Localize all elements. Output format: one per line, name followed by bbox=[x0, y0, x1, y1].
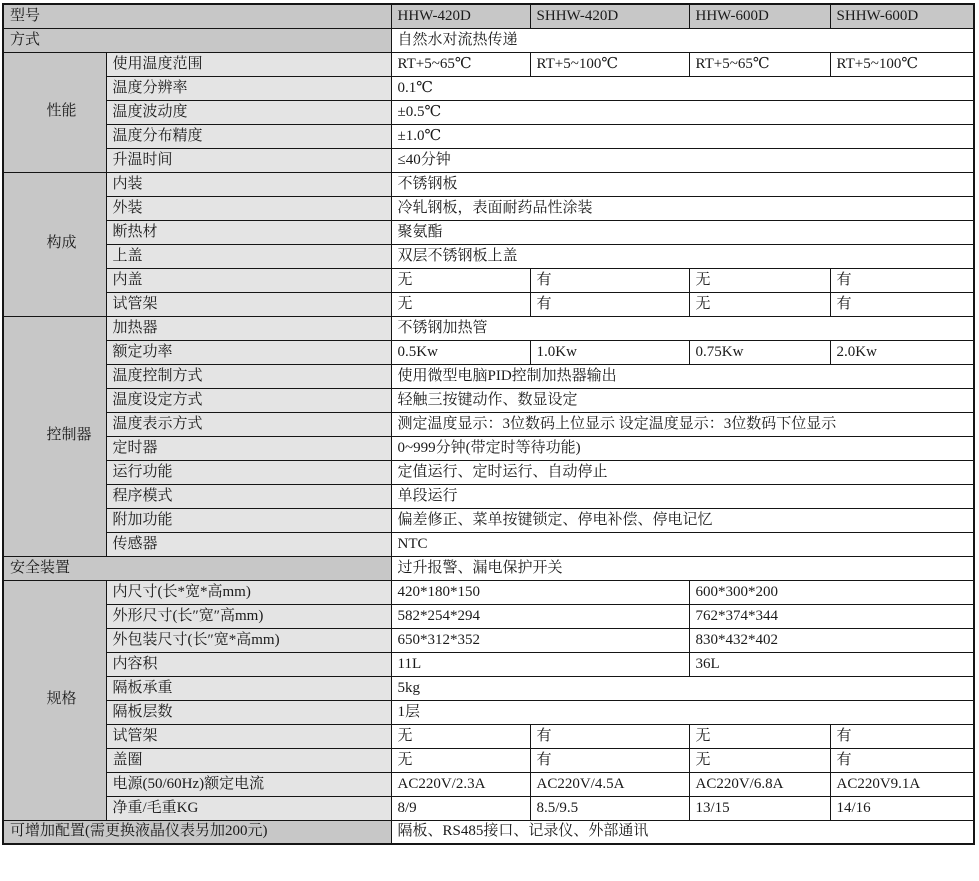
package-dims-600: 830*432*402 bbox=[689, 628, 974, 652]
exterior-value: 冷轧钢板，表面耐药品性涂装 bbox=[391, 196, 974, 220]
row-tube-rack-construction bbox=[3, 292, 974, 316]
row-options bbox=[3, 820, 974, 844]
temp-display-value: 测定温度显示：3位数码上位显示 设定温度显示：3位数码下位显示 bbox=[391, 412, 974, 436]
tube-rack-specs-label: 试管架 bbox=[106, 724, 391, 748]
model-name-3: HHW-600D bbox=[689, 4, 830, 28]
row-shelf-load bbox=[3, 676, 974, 700]
weight-3: 13/15 bbox=[689, 796, 830, 820]
row-weight bbox=[3, 796, 974, 820]
rated-power-3: 0.75Kw bbox=[689, 340, 830, 364]
model-name-1: HHW-420D bbox=[391, 4, 530, 28]
top-cover-value: 双层不锈钢板上盖 bbox=[391, 244, 974, 268]
tube-rack-specs-1: 无 bbox=[391, 724, 530, 748]
rated-power-label: 额定功率 bbox=[106, 340, 391, 364]
category-controller: 控制器 bbox=[3, 316, 106, 556]
row-rated-power bbox=[3, 340, 974, 364]
row-top-cover bbox=[3, 244, 974, 268]
weight-2: 8.5/9.5 bbox=[530, 796, 689, 820]
inner-dims-420: 420*180*150 bbox=[391, 580, 689, 604]
power-2: AC220V/4.5A bbox=[530, 772, 689, 796]
row-package-dims bbox=[3, 628, 974, 652]
run-functions-label: 运行功能 bbox=[106, 460, 391, 484]
outer-dims-600: 762*374*344 bbox=[689, 604, 974, 628]
shelf-load-value: 5kg bbox=[391, 676, 974, 700]
row-inner-dims bbox=[3, 580, 974, 604]
temp-setting-label: 温度设定方式 bbox=[106, 388, 391, 412]
interior-label: 内装 bbox=[106, 172, 391, 196]
model-name-4: SHHW-600D bbox=[830, 4, 974, 28]
heater-value: 不锈钢加热管 bbox=[391, 316, 974, 340]
interior-value: 不锈钢板 bbox=[391, 172, 974, 196]
inner-dims-label: 内尺寸(长*宽*高mm) bbox=[106, 580, 391, 604]
temp-range-4: RT+5~100℃ bbox=[830, 52, 974, 76]
category-construction: 构成 bbox=[3, 172, 106, 316]
row-heater bbox=[3, 316, 974, 340]
timer-label: 定时器 bbox=[106, 436, 391, 460]
temp-range-label: 使用温度范围 bbox=[106, 52, 391, 76]
row-exterior bbox=[3, 196, 974, 220]
run-functions-value: 定值运行、定时运行、自动停止 bbox=[391, 460, 974, 484]
weight-label: 净重/毛重KG bbox=[106, 796, 391, 820]
tube-rack-1: 无 bbox=[391, 292, 530, 316]
safety-label: 安全装置 bbox=[3, 556, 391, 580]
row-resolution bbox=[3, 76, 974, 100]
model-name-2: SHHW-420D bbox=[530, 4, 689, 28]
program-mode-label: 程序模式 bbox=[106, 484, 391, 508]
shelf-layers-label: 隔板层数 bbox=[106, 700, 391, 724]
uniformity-label: 温度分布精度 bbox=[106, 124, 391, 148]
tube-rack-3: 无 bbox=[689, 292, 830, 316]
lid-ring-label: 盖圈 bbox=[106, 748, 391, 772]
volume-600: 36L bbox=[689, 652, 974, 676]
inner-cover-2: 有 bbox=[530, 268, 689, 292]
row-fluctuation bbox=[3, 100, 974, 124]
row-insulation bbox=[3, 220, 974, 244]
extra-functions-value: 偏差修正、菜单按键锁定、停电补偿、停电记忆 bbox=[391, 508, 974, 532]
row-volume bbox=[3, 652, 974, 676]
tube-rack-4: 有 bbox=[830, 292, 974, 316]
method-label: 方式 bbox=[3, 28, 391, 52]
weight-4: 14/16 bbox=[830, 796, 974, 820]
tube-rack-label: 试管架 bbox=[106, 292, 391, 316]
row-model bbox=[3, 4, 974, 28]
insulation-value: 聚氨酯 bbox=[391, 220, 974, 244]
power-label: 电源(50/60Hz)额定电流 bbox=[106, 772, 391, 796]
sensor-value: NTC bbox=[391, 532, 974, 556]
uniformity-value: ±1.0℃ bbox=[391, 124, 974, 148]
volume-label: 内容积 bbox=[106, 652, 391, 676]
category-performance: 性能 bbox=[3, 52, 106, 172]
heatup-time-value: ≤40分钟 bbox=[391, 148, 974, 172]
exterior-label: 外装 bbox=[106, 196, 391, 220]
row-tube-rack-specs bbox=[3, 724, 974, 748]
category-specs: 规格 bbox=[3, 580, 106, 820]
rated-power-4: 2.0Kw bbox=[830, 340, 974, 364]
resolution-value: 0.1℃ bbox=[391, 76, 974, 100]
row-shelf-layers bbox=[3, 700, 974, 724]
insulation-label: 断热材 bbox=[106, 220, 391, 244]
outer-dims-label: 外形尺寸(长″宽″高mm) bbox=[106, 604, 391, 628]
spec-table bbox=[2, 3, 975, 845]
inner-cover-1: 无 bbox=[391, 268, 530, 292]
model-row-label: 型号 bbox=[3, 4, 391, 28]
lid-ring-2: 有 bbox=[530, 748, 689, 772]
temp-range-3: RT+5~65℃ bbox=[689, 52, 830, 76]
sensor-label: 传感器 bbox=[106, 532, 391, 556]
row-run-functions bbox=[3, 460, 974, 484]
rated-power-2: 1.0Kw bbox=[530, 340, 689, 364]
options-value: 隔板、RS485接口、记录仪、外部通讯 bbox=[391, 820, 974, 844]
row-lid-ring bbox=[3, 748, 974, 772]
weight-1: 8/9 bbox=[391, 796, 530, 820]
row-power bbox=[3, 772, 974, 796]
program-mode-value: 单段运行 bbox=[391, 484, 974, 508]
row-temp-display bbox=[3, 412, 974, 436]
package-dims-label: 外包装尺寸(长″宽*高mm) bbox=[106, 628, 391, 652]
rated-power-1: 0.5Kw bbox=[391, 340, 530, 364]
lid-ring-4: 有 bbox=[830, 748, 974, 772]
row-temp-setting bbox=[3, 388, 974, 412]
row-temp-range bbox=[3, 52, 974, 76]
power-1: AC220V/2.3A bbox=[391, 772, 530, 796]
method-value: 自然水对流热传递 bbox=[391, 28, 974, 52]
row-sensor bbox=[3, 532, 974, 556]
row-outer-dims bbox=[3, 604, 974, 628]
row-safety bbox=[3, 556, 974, 580]
temp-setting-value: 轻触三按键动作、数显设定 bbox=[391, 388, 974, 412]
row-extra-functions bbox=[3, 508, 974, 532]
temp-control-label: 温度控制方式 bbox=[106, 364, 391, 388]
tube-rack-specs-4: 有 bbox=[830, 724, 974, 748]
row-timer bbox=[3, 436, 974, 460]
shelf-layers-value: 1层 bbox=[391, 700, 974, 724]
power-3: AC220V/6.8A bbox=[689, 772, 830, 796]
heatup-time-label: 升温时间 bbox=[106, 148, 391, 172]
row-heatup-time bbox=[3, 148, 974, 172]
temp-control-value: 使用微型电脑PID控制加热器输出 bbox=[391, 364, 974, 388]
inner-cover-label: 内盖 bbox=[106, 268, 391, 292]
temp-range-2: RT+5~100℃ bbox=[530, 52, 689, 76]
temp-range-1: RT+5~65℃ bbox=[391, 52, 530, 76]
fluctuation-label: 温度波动度 bbox=[106, 100, 391, 124]
package-dims-420: 650*312*352 bbox=[391, 628, 689, 652]
lid-ring-1: 无 bbox=[391, 748, 530, 772]
inner-cover-4: 有 bbox=[830, 268, 974, 292]
row-interior bbox=[3, 172, 974, 196]
row-method bbox=[3, 28, 974, 52]
outer-dims-420: 582*254*294 bbox=[391, 604, 689, 628]
lid-ring-3: 无 bbox=[689, 748, 830, 772]
tube-rack-specs-3: 无 bbox=[689, 724, 830, 748]
row-inner-cover bbox=[3, 268, 974, 292]
volume-420: 11L bbox=[391, 652, 689, 676]
extra-functions-label: 附加功能 bbox=[106, 508, 391, 532]
top-cover-label: 上盖 bbox=[106, 244, 391, 268]
row-uniformity bbox=[3, 124, 974, 148]
row-program-mode bbox=[3, 484, 974, 508]
safety-value: 过升报警、漏电保护开关 bbox=[391, 556, 974, 580]
timer-value: 0~999分钟(带定时等待功能) bbox=[391, 436, 974, 460]
resolution-label: 温度分辨率 bbox=[106, 76, 391, 100]
inner-cover-3: 无 bbox=[689, 268, 830, 292]
power-4: AC220V9.1A bbox=[830, 772, 974, 796]
tube-rack-2: 有 bbox=[530, 292, 689, 316]
temp-display-label: 温度表示方式 bbox=[106, 412, 391, 436]
inner-dims-600: 600*300*200 bbox=[689, 580, 974, 604]
shelf-load-label: 隔板承重 bbox=[106, 676, 391, 700]
row-temp-control bbox=[3, 364, 974, 388]
options-label: 可增加配置(需更换液晶仪表另加200元) bbox=[3, 820, 391, 844]
fluctuation-value: ±0.5℃ bbox=[391, 100, 974, 124]
heater-label: 加热器 bbox=[106, 316, 391, 340]
tube-rack-specs-2: 有 bbox=[530, 724, 689, 748]
